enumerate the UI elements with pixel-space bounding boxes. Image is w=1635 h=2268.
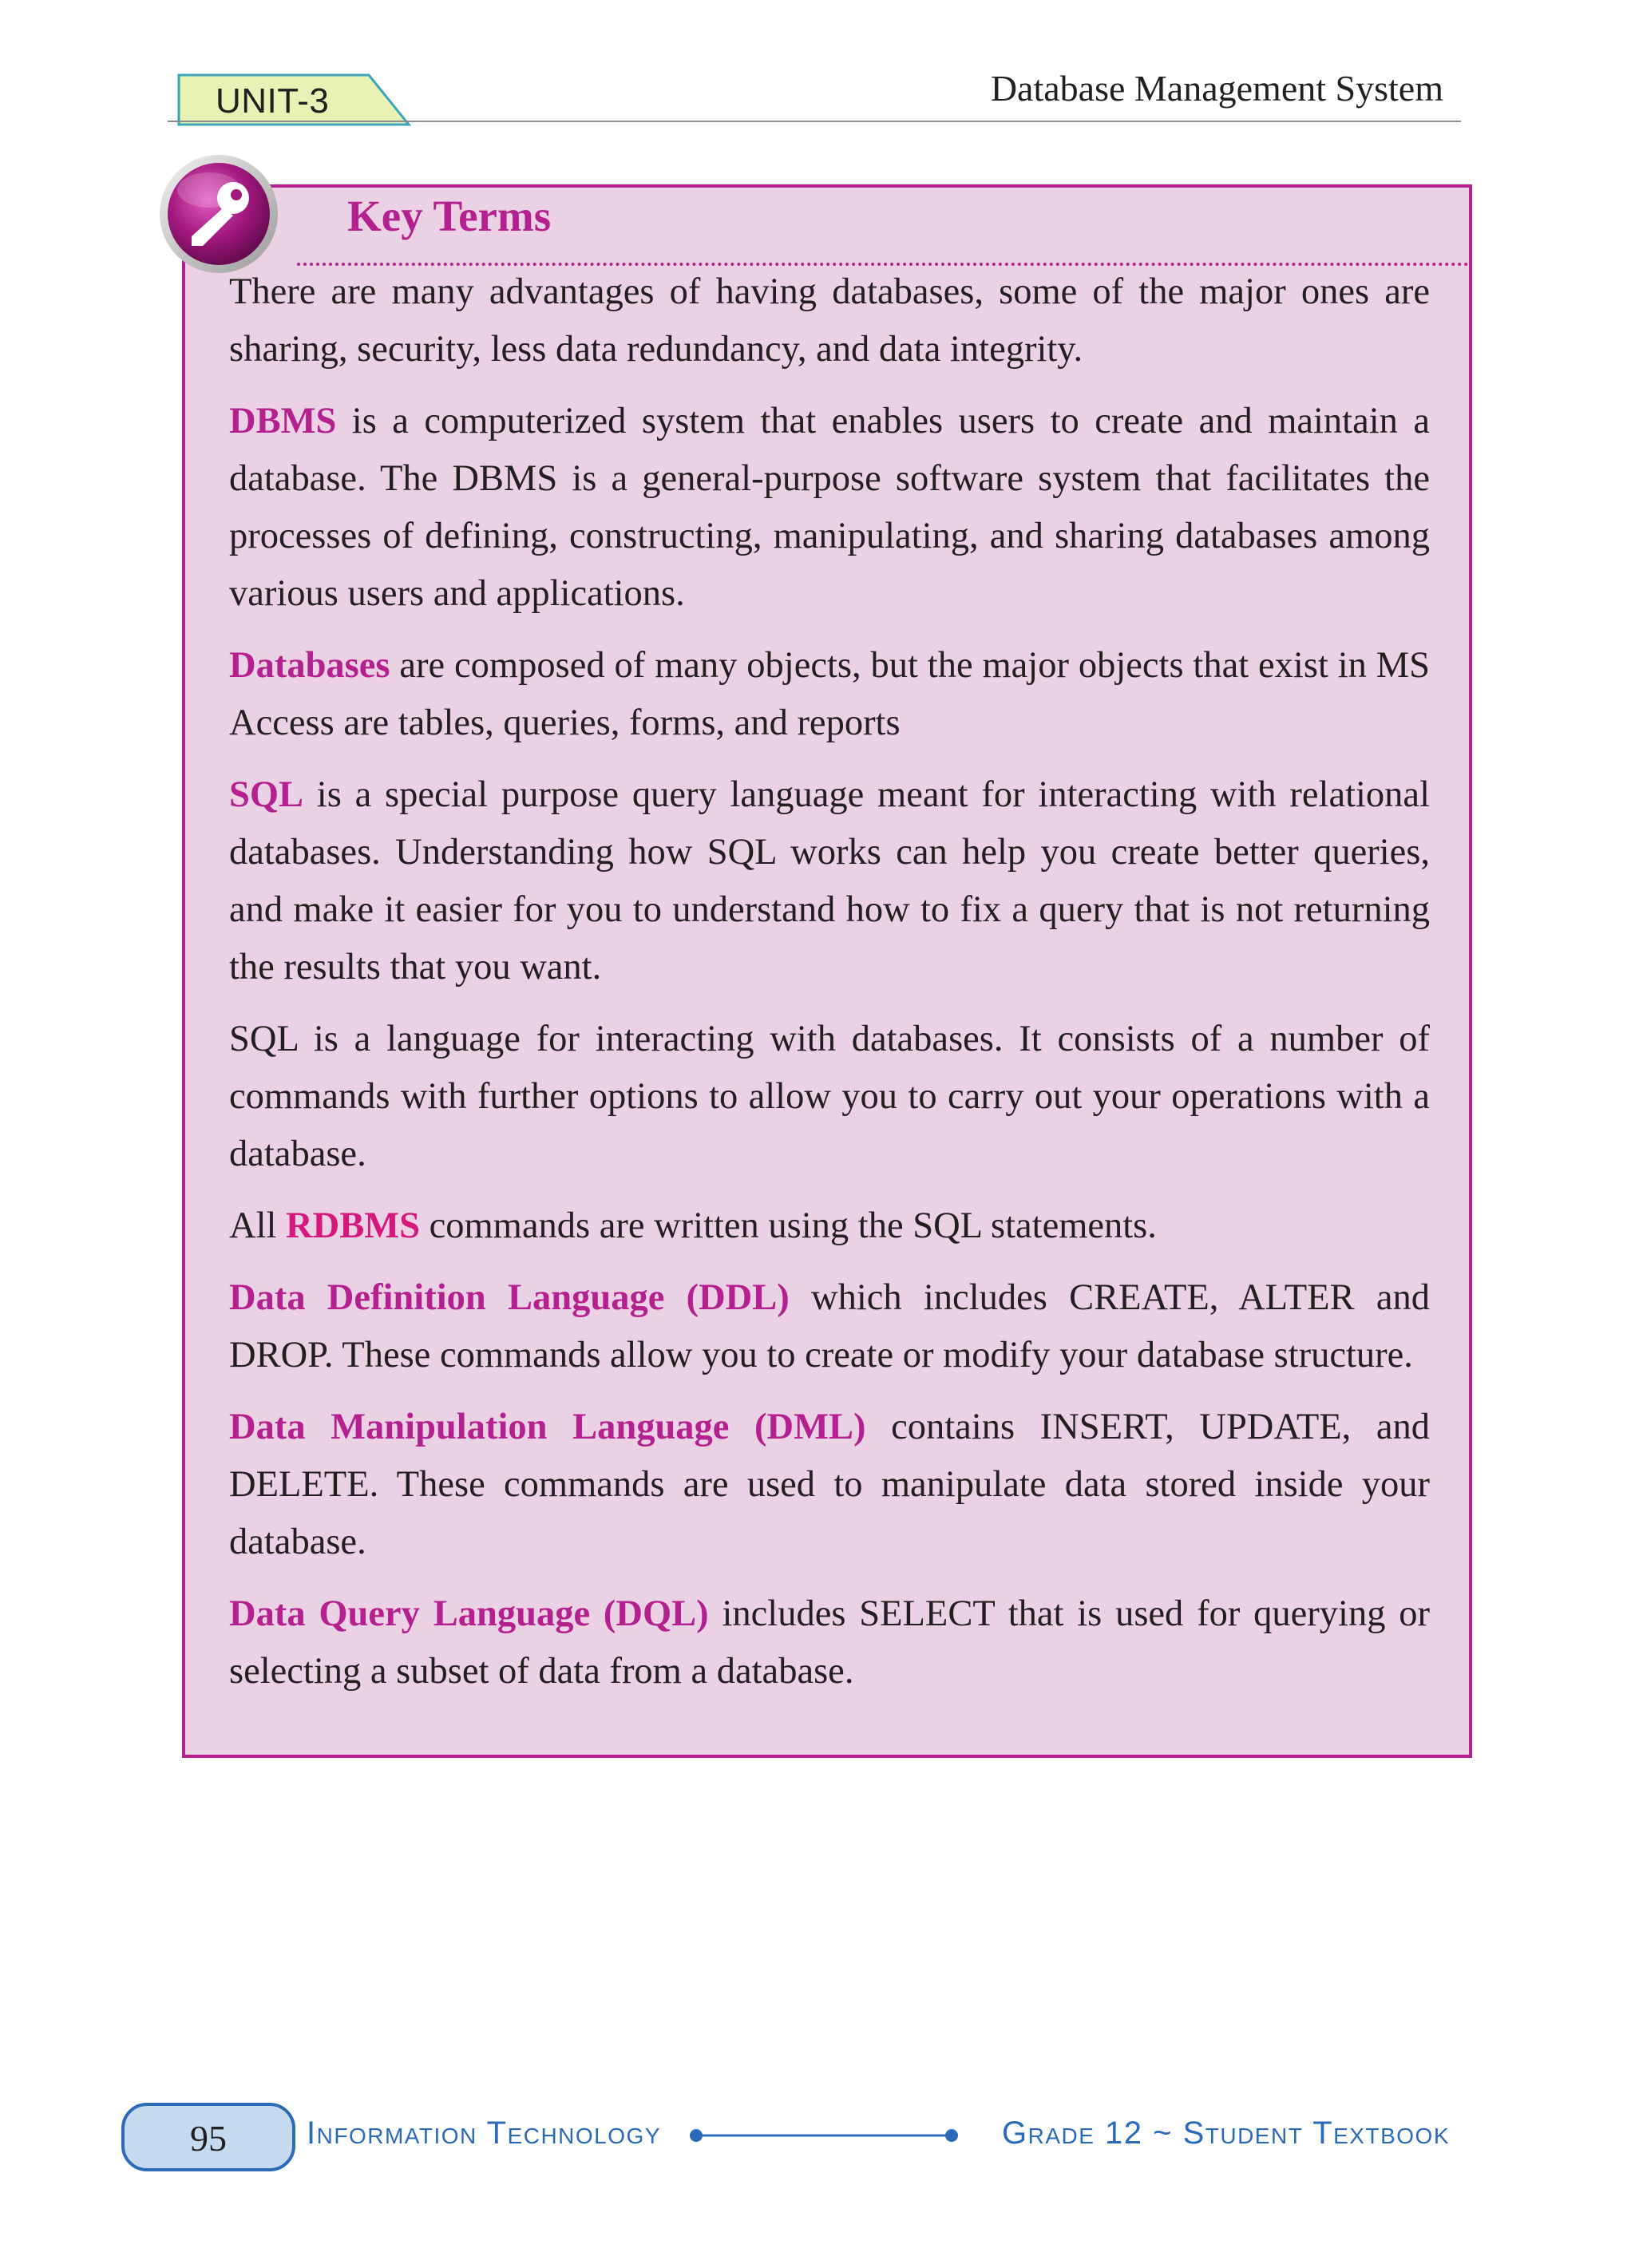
- term-dql: Data Query Language (DQL): [229, 1593, 709, 1634]
- paragraph-text: which includes CREATE, ALTER and DROP. These commands allow you to create or modify your database structure.: [229, 1277, 1430, 1375]
- footer-subject: Information Technology: [307, 2116, 661, 2151]
- key-icon: [156, 152, 281, 276]
- header-divider: [168, 121, 1461, 122]
- page-number-badge: [121, 2103, 295, 2171]
- key-term-paragraph: [229, 393, 1430, 623]
- term-databases: Databases: [229, 645, 390, 686]
- term-dbms: DBMS: [229, 401, 337, 441]
- paragraph-text: There are many advantages of having databases, some of the major ones are sharing, security, less data redundancy, and data integrity.: [229, 271, 1430, 370]
- paragraph-text: are composed of many objects, but the major objects that exist in MS Access are tables, queries, forms, and reports: [229, 645, 1430, 743]
- paragraph-prefix: All: [229, 1205, 287, 1246]
- key-terms-title: Key Terms: [347, 192, 552, 240]
- paragraph-text: contains INSERT, UPDATE, and DELETE. These commands are used to manipulate data stored inside your database.: [229, 1407, 1430, 1562]
- key-term-paragraph: [229, 1269, 1430, 1384]
- term-ddl: Data Definition Language (DDL): [229, 1277, 790, 1318]
- key-term-paragraph: [229, 1399, 1430, 1571]
- paragraph-text: is a computerized system that enables users to create and maintain a database. The DBMS is a general-purpose software system that facilitates the processes of defining, constructing, manipulating, and sharing databases among various users and applications.: [229, 401, 1430, 614]
- page-number: 95: [190, 2118, 227, 2159]
- key-term-paragraph: [229, 1011, 1430, 1183]
- key-term-paragraph: [229, 1197, 1430, 1255]
- term-sql: SQL: [229, 774, 304, 815]
- key-term-paragraph: [229, 1585, 1430, 1700]
- key-terms-box: [182, 184, 1472, 1758]
- key-term-paragraph: [229, 637, 1430, 752]
- paragraph-text: is a special purpose query language meant for interacting with relational databases. Understanding how SQL works can help you create better queries, and make it easier for you to understand how to fix a query that is not returning the results that you want.: [229, 774, 1430, 988]
- term-rdbms: RDBMS: [286, 1205, 420, 1246]
- key-term-paragraph: [229, 766, 1430, 996]
- term-dml: Data Manipulation Language (DML): [229, 1407, 866, 1447]
- paragraph-text: commands are written using the SQL statements.: [419, 1205, 1157, 1246]
- chapter-title: Database Management System: [990, 68, 1443, 109]
- footer-grade: Grade 12 ~ Student Textbook: [1001, 2116, 1450, 2151]
- paragraph-text: SQL is a language for interacting with databases. It consists of a number of commands with further options to allow you to carry out your operations with a database.: [229, 1019, 1430, 1174]
- footer-connector-line: [688, 2124, 960, 2147]
- key-term-paragraph: [229, 263, 1430, 378]
- paragraph-text: includes SELECT that is used for querying or selecting a subset of data from a database.: [229, 1593, 1430, 1692]
- unit-label: UNIT-3: [216, 81, 330, 121]
- key-terms-body: [229, 263, 1430, 1715]
